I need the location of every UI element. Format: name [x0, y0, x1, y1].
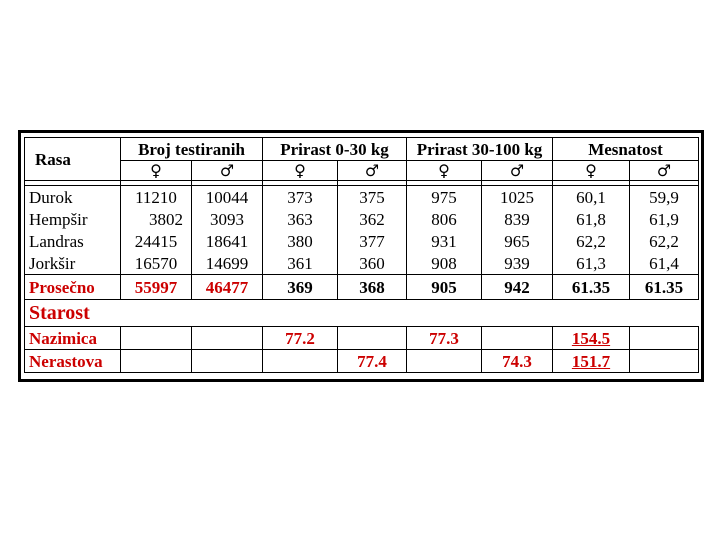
table-cell [263, 350, 338, 373]
male-symbol: ♂ [338, 161, 407, 181]
table-cell [192, 327, 263, 350]
table-cell [630, 327, 699, 350]
table-cell: 965 [482, 230, 553, 252]
table-cell: 151.7 [553, 350, 630, 373]
table-cell: 3093 [192, 208, 263, 230]
age-row-label: Nerastova [25, 350, 121, 373]
average-row [25, 275, 699, 300]
table-cell: 59,9 [630, 186, 699, 209]
breed-test-table [24, 137, 699, 373]
table-cell: 46477 [192, 275, 263, 300]
table-cell: 375 [338, 186, 407, 209]
table-cell: 942 [482, 275, 553, 300]
table-row [25, 252, 699, 275]
table-cell [121, 350, 192, 373]
table-cell: 839 [482, 208, 553, 230]
table-cell: 16570 [121, 252, 192, 275]
header-row [25, 138, 699, 161]
female-symbol: ♀ [553, 161, 630, 181]
female-symbol: ♀ [263, 161, 338, 181]
female-symbol: ♀ [121, 161, 192, 181]
starost-row [25, 300, 699, 327]
table-cell: 14699 [192, 252, 263, 275]
average-label: Prosečno [25, 275, 121, 300]
table-cell: 360 [338, 252, 407, 275]
table-row [25, 327, 699, 350]
table-cell: 77.4 [338, 350, 407, 373]
table-cell: 1025 [482, 186, 553, 209]
table-cell: 380 [263, 230, 338, 252]
sex-symbol-row [25, 161, 699, 181]
breed-name: Jorkšir [25, 252, 121, 275]
table-row [25, 208, 699, 230]
starost-label: Starost [25, 300, 699, 327]
table-cell: 377 [338, 230, 407, 252]
table-cell: 975 [407, 186, 482, 209]
table-cell: 62,2 [630, 230, 699, 252]
table-cell: 154.5 [553, 327, 630, 350]
male-symbol: ♂ [630, 161, 699, 181]
male-symbol: ♂ [192, 161, 263, 181]
table-cell: 24415 [121, 230, 192, 252]
table-cell: 362 [338, 208, 407, 230]
table-cell: 3802 [121, 208, 192, 230]
table-cell: 60,1 [553, 186, 630, 209]
male-symbol: ♂ [482, 161, 553, 181]
table-cell: 10044 [192, 186, 263, 209]
table-cell: 77.3 [407, 327, 482, 350]
table-cell: 11210 [121, 186, 192, 209]
table-cell: 18641 [192, 230, 263, 252]
table-cell [407, 350, 482, 373]
table-cell: 61,3 [553, 252, 630, 275]
table-cell: 361 [263, 252, 338, 275]
table-cell: 61.35 [553, 275, 630, 300]
rasa-header: Rasa [25, 138, 121, 181]
table-cell: 939 [482, 252, 553, 275]
breed-name: Landras [25, 230, 121, 252]
table-cell: 61.35 [630, 275, 699, 300]
table-cell: 908 [407, 252, 482, 275]
group-header-broj-testiranih: Broj testiranih [121, 138, 263, 161]
table-cell: 363 [263, 208, 338, 230]
breed-name: Durok [25, 186, 121, 209]
table-cell: 373 [263, 186, 338, 209]
table-cell: 55997 [121, 275, 192, 300]
table-cell: 806 [407, 208, 482, 230]
table-cell: 368 [338, 275, 407, 300]
group-header-prirast-0-30: Prirast 0-30 kg [263, 138, 407, 161]
table-cell: 62,2 [553, 230, 630, 252]
table-cell: 369 [263, 275, 338, 300]
table-cell [338, 327, 407, 350]
age-row-label: Nazimica [25, 327, 121, 350]
breed-name: Hempšir [25, 208, 121, 230]
table-row [25, 186, 699, 209]
table-cell: 74.3 [482, 350, 553, 373]
table-cell: 77.2 [263, 327, 338, 350]
data-table-frame [18, 130, 704, 382]
table-cell: 905 [407, 275, 482, 300]
table-cell [121, 327, 192, 350]
table-cell: 61,9 [630, 208, 699, 230]
table-cell: 61,4 [630, 252, 699, 275]
table-cell [192, 350, 263, 373]
group-header-mesnatost: Mesnatost [553, 138, 699, 161]
female-symbol: ♀ [407, 161, 482, 181]
table-row [25, 350, 699, 373]
table-cell [630, 350, 699, 373]
table-cell: 61,8 [553, 208, 630, 230]
group-header-prirast-30-100: Prirast 30-100 kg [407, 138, 553, 161]
table-cell [482, 327, 553, 350]
table-row [25, 230, 699, 252]
table-cell: 931 [407, 230, 482, 252]
